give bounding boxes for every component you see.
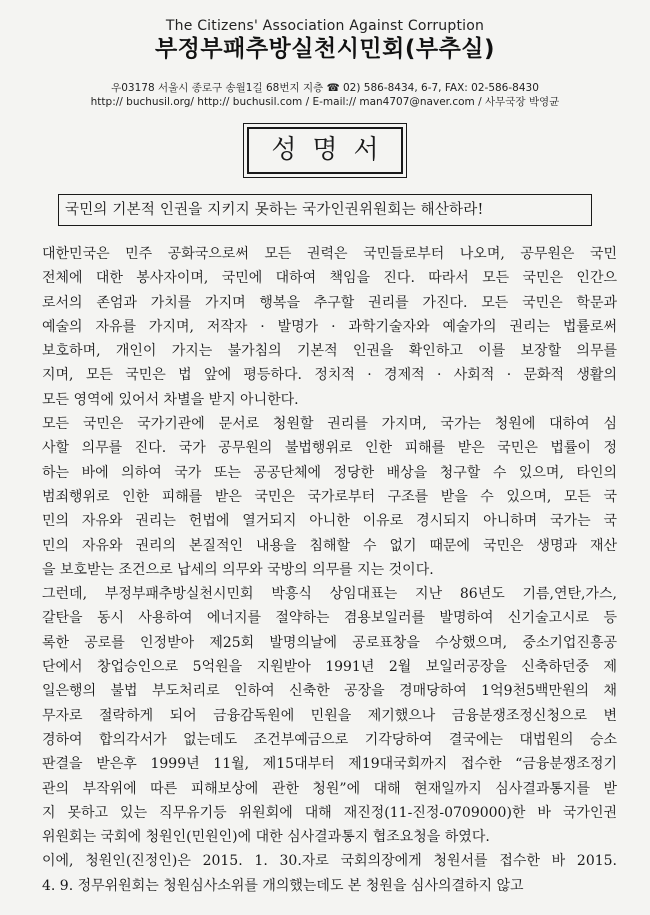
body-text-line: 대한민국은 민주 공화국으로써 모든 권력은 국민들로부터 나오며, 공무원은 국민 — [42, 246, 617, 262]
body-text-line: 판결을 받은후 1999년 11월, 제15대부터 제19대국회까지 접수한 “금융분쟁조정기 — [42, 756, 617, 773]
contact-info — [0, 81, 650, 109]
body-text-line: 보호하며, 개인이 가지는 불가침의 기본적 인권을 확인하고 이를 보장할 의무를 — [42, 343, 617, 360]
body-text-line: 을 보호받는 조건으로 납세의 의무와 국방의 의무를 지는 것이다. — [42, 561, 434, 578]
statement-headline: 국민의 기본적 인권을 지키지 못하는 국가인권위원회는 해산하라! — [58, 194, 592, 226]
body-text-line: 일은행의 불법 부도처리로 인하여 신축한 공장을 경매당하여 1억9천5백만원의 채 — [42, 683, 617, 700]
document-title: 성명서 — [247, 127, 402, 174]
letterhead — [0, 18, 650, 109]
contact-web-line: http:// buchusil.org/ http:// buchusil.com / E-mail:// man4707@naver.com / 사무국장 박영균 — [90, 96, 560, 108]
body-text-line: 그런데, 부정부패추방실천시민회 박흥식 상임대표는 지난 86년도 기름,연탄,가스, — [42, 586, 617, 603]
statement-body — [42, 242, 617, 898]
org-name-korean: 부정부패추방실천시민회(부추실) — [154, 36, 496, 62]
body-text-line: 예술의 자유를 가지며, 저작자 · 발명가 · 과학기술자와 예술가의 권리는 법률로써 — [42, 318, 617, 335]
body-text-line: 민의 자유와 권리의 본질적인 내용을 침해할 수 없기 때문에 국민은 생명과 재산 — [42, 537, 617, 554]
body-text-line: 지 못하고 있는 직무유기등 위원회에 대해 재진정(11-진정-0709000)한 바 국가인권 — [42, 804, 617, 821]
body-text-line: 모든 영역에 있어서 차별을 받지 아니한다. — [42, 391, 299, 408]
body-text-line: 사할 의무를 진다. 국가 공무원의 불법행위로 인한 피해를 받은 국민은 법률이 정 — [42, 440, 617, 457]
body-text-line: 하는 바에 의하여 국가 또는 공공단체에 정당한 배상을 청구할 수 있으며, 타인의 — [42, 464, 617, 481]
contact-address-line: 우03178 서울시 종로구 송월1길 68번지 지층 ☎ 02) 586-8434, 6-7, FAX: 02-586-8430 — [111, 82, 539, 94]
body-text-line: 로서의 존엄과 가치를 가지며 행복을 추구할 권리를 가진다. 모든 국민은 학문과 — [42, 294, 617, 311]
org-name-english: The Citizens' Association Against Corruption — [165, 18, 485, 34]
body-text-line: 록한 공로를 인정받아 제25회 발명의날에 공로표창을 수상했으며, 중소기업진흥공 — [42, 634, 617, 651]
body-text-line: 이에, 청원인(진정인)은 2015. 1. 30.자로 국회의장에게 청원서를 접수한 바 2015. — [42, 853, 617, 870]
body-text-line: 전체에 대한 봉사자이며, 국민에 대하여 책임을 진다. 따라서 모든 국민은 인간으 — [42, 270, 617, 287]
body-text-line: 범죄행위로 인한 피해를 받은 국민은 국가로부터 구조를 받을 수 있으며, 모든 국 — [42, 488, 617, 505]
body-text-line: 모든 국민은 국가기관에 문서로 청원할 권리를 가지며, 국가는 청원에 대하여 심 — [42, 416, 617, 433]
body-text-line: 갈탄을 동시 사용하여 에너지를 절약하는 겸용보일러를 발명하여 신기술고시로 등 — [42, 610, 617, 627]
body-text-line: 위원회는 국회에 청원인(민원인)에 대한 심사결과통지 협조요청을 하였다. — [42, 829, 490, 846]
document-title-box — [0, 127, 650, 174]
body-text-line: 관의 부작위에 따른 피해보상에 관한 청원”에 대해 현재일까지 심사결과통지를 받 — [42, 780, 617, 797]
body-text-line: 무자로 절락하게 되어 금융감독원에 민원을 제기했으나 금융분쟁조정신청으로 변 — [42, 707, 617, 724]
body-text-line: 지며, 모든 국민은 법 앞에 평등하다. 정치적 · 경제적 · 사회적 · 문화적 생활의 — [42, 367, 617, 384]
body-text-line: 민의 자유와 권리는 헌법에 열거되지 아니한 이유로 경시되지 아니하며 국가는 국 — [42, 513, 617, 530]
body-text-line: 단에서 창업승인으로 5억원을 지원받아 1991년 2월 보일러공장을 신축하던중 제 — [42, 659, 617, 676]
body-text-line: 경하여 합의각서가 없는데도 조건부예금으로 기각당하여 결국에는 대법원의 승소 — [42, 731, 617, 748]
body-text-line: 4. 9. 정무위원회는 청원심사소위를 개의했는데도 본 청원을 심사의결하지 않고 — [42, 877, 524, 894]
